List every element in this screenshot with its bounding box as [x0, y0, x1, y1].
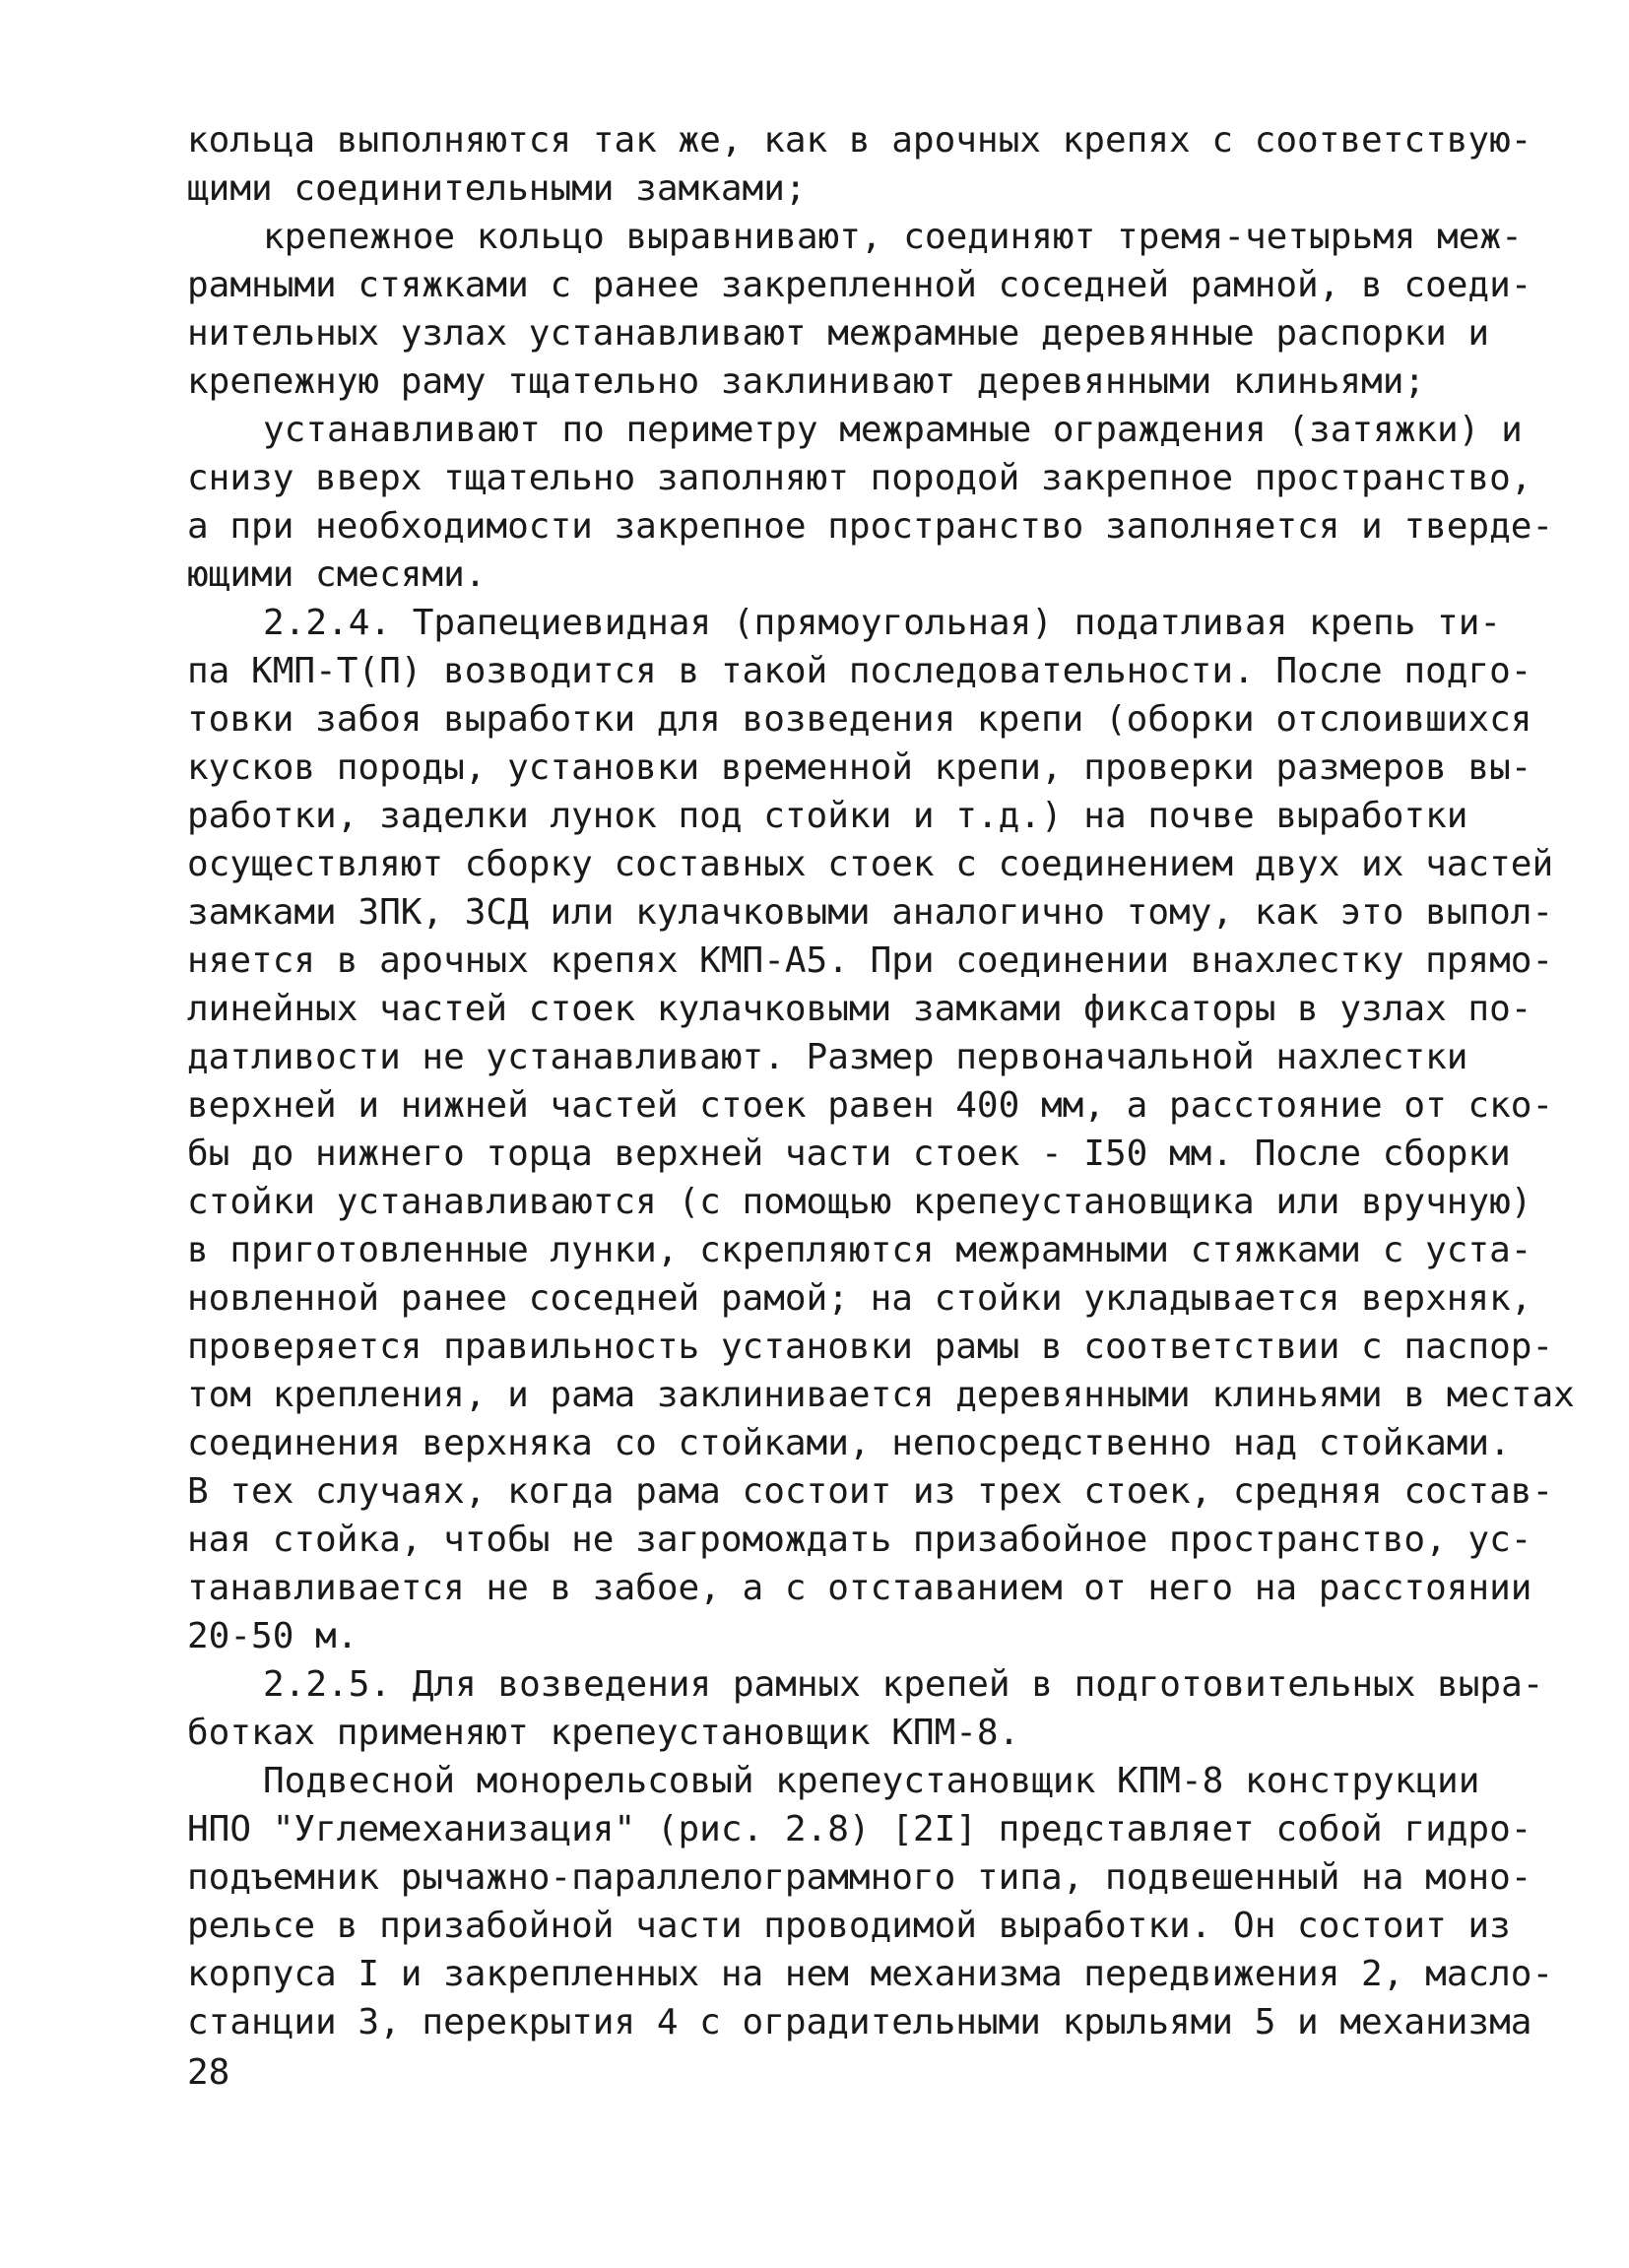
text-line: верхней и нижней частей стоек равен 400 мм, а расстояние от ско-: [187, 1085, 1554, 1126]
text-line: бы до нижнего торца верхней части стоек - I50 мм. После сборки: [187, 1134, 1511, 1174]
text-line: снизу вверх тщательно заполняют породой закрепное пространство,: [187, 458, 1532, 498]
text-line: крепежную раму тщательно заклинивают деревянными клиньями;: [187, 361, 1426, 402]
page-number: 28: [187, 2052, 230, 2093]
text-line: 20-50 м.: [187, 1616, 358, 1656]
text-line: устанавливают по периметру межрамные ограждения (затяжки) и: [263, 410, 1523, 450]
text-line: 2.2.5. Для возведения рамных крепей в подготовительных выра-: [263, 1664, 1544, 1705]
text-line: корпуса I и закрепленных на нем механизма передвижения 2, масло-: [187, 1954, 1554, 1994]
text-line: ющими смесями.: [187, 554, 487, 595]
text-line: датливости не устанавливают. Размер первоначальной нахлестки: [187, 1037, 1468, 1077]
text-line: соединения верхняка со стойками, непосредственно над стойками.: [187, 1423, 1511, 1463]
text-line: танавливается не в забое, а с отставанием от него на расстоянии: [187, 1568, 1532, 1608]
text-line: стойки устанавливаются (с помощью крепеустановщика или вручную): [187, 1182, 1532, 1222]
text-line: новленной ранее соседней рамой; на стойки укладывается верхняк,: [187, 1278, 1532, 1319]
text-line: подъемник рычажно-параллелограммного типа, подвешенный на моно-: [187, 1857, 1532, 1898]
text-line: 2.2.4. Трапециевидная (прямоугольная) податливая крепь ти-: [263, 603, 1502, 643]
text-line: линейных частей стоек кулачковыми замками фиксаторы в узлах по-: [187, 989, 1532, 1029]
text-line: рамными стяжками с ранее закрепленной соседней рамной, в соеди-: [187, 265, 1532, 305]
text-line: НПО "Углемеханизация" (рис. 2.8) [2I] представляет собой гидро-: [187, 1809, 1532, 1849]
text-line: кусков породы, установки временной крепи, проверки размеров вы-: [187, 747, 1532, 788]
text-line: нительных узлах устанавливают межрамные деревянные распорки и: [187, 313, 1490, 354]
text-line: щими соединительными замками;: [187, 168, 807, 209]
text-line: станции 3, перекрытия 4 с оградительными крыльями 5 и механизма: [187, 2002, 1532, 2042]
text-line: замками ЗПК, ЗСД или кулачковыми аналогично тому, как это выпол-: [187, 892, 1554, 933]
text-line: том крепления, и рама заклинивается деревянными клиньями в местах: [187, 1375, 1575, 1415]
text-line: па КМП-Т(П) возводится в такой последовательности. После подго-: [187, 651, 1532, 691]
text-line: ная стойка, чтобы не загромождать призабойное пространство, ус-: [187, 1520, 1532, 1560]
text-line: Подвесной монорельсовый крепеустановщик КПМ-8 конструкции: [263, 1761, 1480, 1801]
text-line: В тех случаях, когда рама состоит из трех стоек, средняя состав-: [187, 1471, 1554, 1512]
text-line: в приготовленные лунки, скрепляются межрамными стяжками с уста-: [187, 1230, 1532, 1270]
text-line: крепежное кольцо выравнивают, соединяют тремя-четырьмя меж-: [263, 217, 1523, 257]
text-line: няется в арочных крепях КМП-А5. При соединении внахлестку прямо-: [187, 940, 1554, 981]
text-line: рельсе в призабойной части проводимой выработки. Он состоит из: [187, 1906, 1511, 1946]
text-line: товки забоя выработки для возведения крепи (оборки отслоившихся: [187, 699, 1532, 740]
text-line: а при необходимости закрепное пространство заполняется и тверде-: [187, 506, 1554, 547]
text-line: осуществляют сборку составных стоек с соединением двух их частей: [187, 844, 1554, 884]
text-line: кольца выполняются так же, как в арочных крепях с соответствую-: [187, 120, 1532, 161]
text-line: ботках применяют крепеустановщик КПМ-8.: [187, 1713, 1020, 1753]
text-line: проверяется правильность установки рамы в соответствии с паспор-: [187, 1327, 1554, 1367]
text-line: работки, заделки лунок под стойки и т.д.) на почве выработки: [187, 796, 1468, 836]
